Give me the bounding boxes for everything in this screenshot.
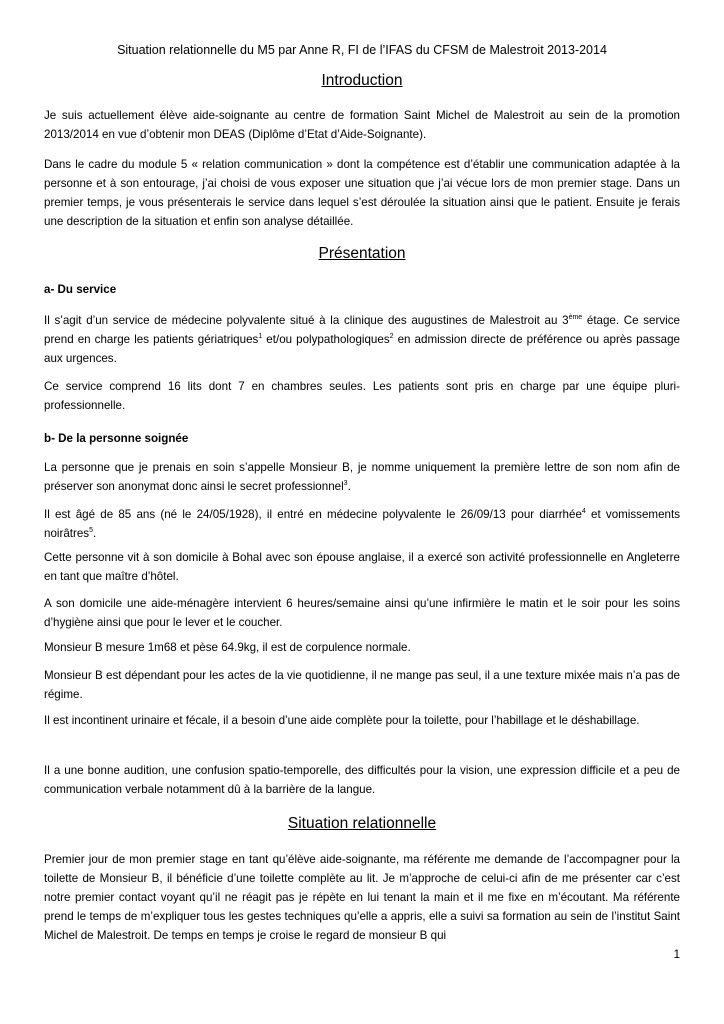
- situation-paragraph-1: Premier jour de mon premier stage en tant qu’élève aide-soignante, ma référente me demande de l’accompagner pour la toilette de Monsieur B, il bénéficie d’une toilette complète au lit. Je m’approche de celui-ci afin de me présenter car c’est notre premier contact voyant qu’il ne réagit pas je répète en lui tenant la main et il me fixe en m’écoutant. Ma référente prend le temps de m’expliquer tous les gestes techniques qu’elle a appris, elle a suivi sa formation au sein de l’institut Saint Michel de Malestroit. De temps en temps je croise le regard de monsieur B qui: [44, 853, 680, 942]
- person-paragraph-6: Monsieur B est dépendant pour les actes de la vie quotidienne, il ne mange pas seul, il a une texture mixée mais n’a pas de régime.: [44, 669, 680, 701]
- footnote-marker-3: 3: [343, 480, 348, 488]
- footnote-marker: ème: [568, 314, 583, 322]
- intro-paragraph-2: Dans le cadre du module 5 « relation communication » dont la compétence est d’établir une communication adaptée à la personne et à son entourage, j’ai choisi de vous exposer une situation que j’ai vécue lors de mon premier stage. Dans un premier temps, je vous présenterais le service dans lequel s’est déroulée la situation ainsi que le patient. Ensuite je ferais une description de la situation et enfin son analyse détaillée.: [44, 158, 680, 228]
- footnote-marker-1: 1: [258, 333, 263, 341]
- section-title-situation: Situation relationnelle: [287, 815, 437, 832]
- person-paragraph-4: A son domicile une aide-ménagère intervient 6 heures/semaine ainsi qu’une infirmière le matin et le soir pour les soins d’hygiène ainsi que pour le lever et le coucher.: [44, 597, 680, 629]
- person-paragraph-7: Il est incontinent urinaire et fécale, il a besoin d’une aide complète pour la toilette, pour l’habillage et le déshabillage.: [44, 714, 640, 727]
- subheading-service: a- Du service: [44, 283, 117, 296]
- footnote-marker-5: 5: [89, 527, 94, 535]
- service-paragraph-1: Il s’agit d’un service de médecine polyvalente situé à la clinique des augustines de Malestroit au 3ème étage. Ce service prend en charge les patients gériatriques$^1$ et/ou polypathologiques$^2$ en admission directe de préférence ou après passage aux urgences.: [44, 314, 680, 365]
- intro-paragraph-1: Je suis actuellement élève aide-soignante au centre de formation Saint Michel de Malestroit au sein de la promotion 2013/2014 en vue d’obtenir mon DEAS (Diplôme d’Etat d’Aide-Soignante).: [44, 109, 680, 141]
- person-paragraph-2: Il est âgé de 85 ans (né le 24/05/1928), il entré en médecine polyvalente le 26/09/13 pour diarrhée$^4$ et vomissements noirâtres$^5$.: [44, 508, 681, 540]
- person-paragraph-1: La personne que je prenais en soin s’appelle Monsieur B, je nomme uniquement la première lettre de son nom afin de préserver son anonymat donc ainsi le secret professionnel$^3$.: [44, 461, 680, 493]
- page-number: 1: [673, 949, 680, 961]
- section-title-introduction: Introduction: [321, 72, 403, 89]
- subheading-person: b- De la personne soignée: [44, 432, 189, 445]
- person-paragraph-3: Cette personne vit à son domicile à Bohal avec son épouse anglaise, il a exercé son activité professionnelle en Angleterre en tant que maître d’hôtel.: [44, 551, 680, 583]
- running-header: Situation relationnelle du M5 par Anne R, FI de l’IFAS du CFSM de Malestroit 2013-2014: [117, 43, 607, 57]
- footnote-marker-2: 2: [389, 333, 394, 341]
- person-paragraph-5: Monsieur B mesure 1m68 et pèse 64.9kg, il est de corpulence normale.: [44, 641, 411, 654]
- section-title-presentation: Présentation: [318, 245, 406, 262]
- footnote-marker-4: 4: [581, 508, 586, 516]
- service-paragraph-2: Ce service comprend 16 lits dont 7 en chambres seules. Les patients sont pris en charge par une équipe pluri-professionnelle.: [44, 380, 680, 412]
- person-paragraph-8: Il a une bonne audition, une confusion spatio-temporelle, des difficultés pour la vision, une expression difficile et a peu de communication verbale notamment dû à la barrière de la langue.: [44, 764, 680, 796]
